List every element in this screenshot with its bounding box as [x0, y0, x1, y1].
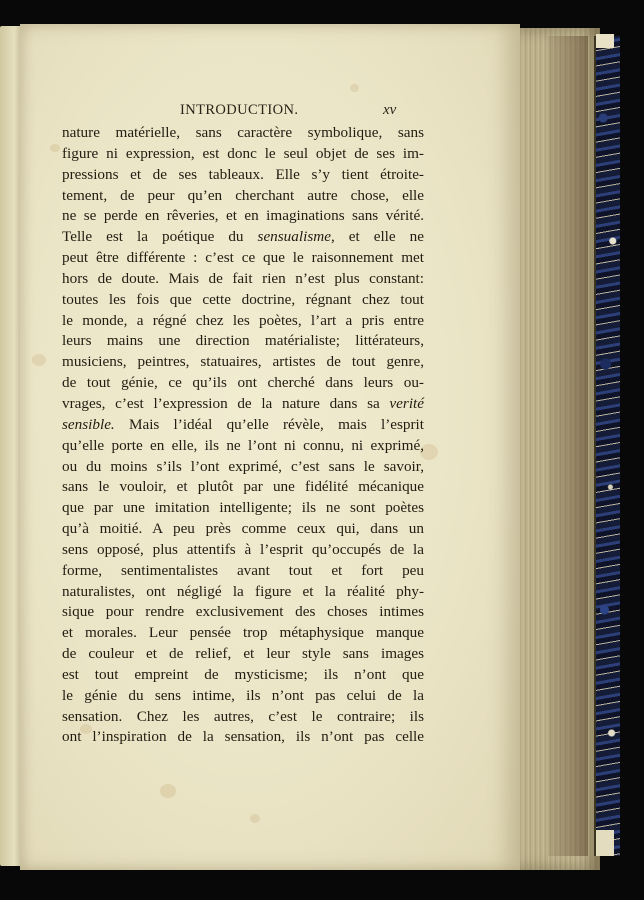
text-line [62, 623, 424, 644]
line-text: qu’elle porte en elle, ils ne l’ont ni connu, ni exprimé, [62, 436, 424, 454]
fore-edge-shadow [548, 36, 588, 856]
cover-corner-bottom [596, 830, 614, 856]
line-text: tement, de peur qu’en cherchant autre chose, elle [62, 186, 424, 204]
book-page [20, 24, 520, 870]
text-line [62, 227, 424, 248]
line-text: sique pour rendre exclusivement des choses intimes [62, 603, 424, 621]
cover-corner-top [596, 34, 614, 48]
text-line [62, 144, 424, 165]
line-text: forme, sentimentalistes avant tout et fort peu [62, 561, 424, 579]
text-line [62, 290, 424, 311]
text-line [62, 644, 424, 665]
line-text: hors de doute. Mais de fait rien n’est plus constant: [62, 269, 424, 287]
text-line [62, 582, 424, 603]
line-text: ont l’inspiration de la sensation, ils n’ont pas celle [62, 728, 424, 746]
line-text: leurs mains une direction matérialiste; littérateurs, [62, 332, 424, 350]
text-line [62, 206, 424, 227]
line-text: de tout génie, ce qu’ils ont cherché dans leurs ou- [62, 374, 424, 392]
line-text: pressions et de ses tableaux. Elle s’y tient étroite- [62, 165, 424, 183]
foxing-spot [160, 784, 176, 798]
text-line [62, 727, 424, 748]
italic-term: sensualisme [257, 228, 331, 246]
line-text: ne se perde en rêveries, et en imaginations sans vérité. [62, 207, 424, 225]
line-text: et morales. Leur pensée trop métaphysique manque [62, 624, 424, 642]
running-header [20, 102, 440, 122]
line-text: , et elle ne [330, 228, 424, 246]
text-line [62, 436, 424, 457]
line-text: Telle est la poétique du [62, 228, 258, 246]
text-line [62, 707, 424, 728]
text-line [62, 540, 424, 561]
line-text: qu’à moitié. A peu près comme ceux qui, dans un [62, 520, 424, 538]
text-line [62, 665, 424, 686]
text-line [62, 186, 424, 207]
marbled-cover [594, 36, 620, 856]
running-title: INTRODUCTION. [180, 102, 299, 118]
foxing-spot [32, 354, 46, 366]
text-line [62, 352, 424, 373]
text-line [62, 519, 424, 540]
text-line [62, 373, 424, 394]
line-text: ou du moins s’ils l’ont exprimé, c’est sans le savoir, [62, 457, 424, 475]
line-text: le génie du sens intime, ils n’ont pas celui de la [62, 686, 424, 704]
text-line [62, 394, 424, 415]
foxing-spot [50, 144, 60, 152]
text-line [62, 123, 424, 144]
line-text: sensation. Chez les autres, c’est le contraire; ils [62, 707, 424, 725]
line-text: vrages, c’est l’expression de la nature dans sa [62, 394, 390, 412]
foxing-spot [250, 814, 260, 823]
line-text: naturalistes, ont négligé la figure et la réalité phy- [62, 582, 424, 600]
text-line [62, 311, 424, 332]
line-text: figure ni expression, est donc le seul objet de ses im- [62, 144, 424, 162]
italic-term: verité [389, 394, 424, 412]
text-line [62, 561, 424, 582]
text-line [62, 602, 424, 623]
line-text: peut être différente : c’est ce que le raisonnement met [62, 249, 424, 267]
text-line [62, 269, 424, 290]
text-line [62, 248, 424, 269]
text-line [62, 477, 424, 498]
line-text: sans le vouloir, et plutôt par une fidélité mécanique [62, 478, 424, 496]
foxing-spot [350, 84, 359, 92]
line-text: que par une imitation intelligente; ils ne sont poètes [62, 499, 424, 517]
line-text: toutes les fois que cette doctrine, régnant chez tout [62, 290, 424, 308]
text-line [62, 457, 424, 478]
line-text: nature matérielle, sans caractère symbolique, sans [62, 124, 424, 141]
line-text: de couleur et de relief, et leur style sans images [62, 645, 424, 663]
line-text: musiciens, peintres, statuaires, artistes de tout genre, [62, 353, 424, 371]
text-line [62, 331, 424, 352]
line-text: le monde, a régné chez les poètes, l’art a pris entre [62, 311, 424, 329]
line-text: Mais l’idéal qu’elle révèle, mais l’esprit [114, 415, 424, 433]
italic-term: sensible. [62, 415, 115, 433]
line-text: est tout empreint de mysticisme; ils n’ont que [62, 665, 424, 683]
page-number: xv [383, 102, 397, 118]
text-line [62, 415, 424, 436]
text-line [62, 686, 424, 707]
text-line [62, 498, 424, 519]
line-text: sens opposé, plus attentifs à l’esprit qu’occupés de la [62, 540, 424, 558]
body-text [62, 123, 424, 748]
text-line [62, 165, 424, 186]
